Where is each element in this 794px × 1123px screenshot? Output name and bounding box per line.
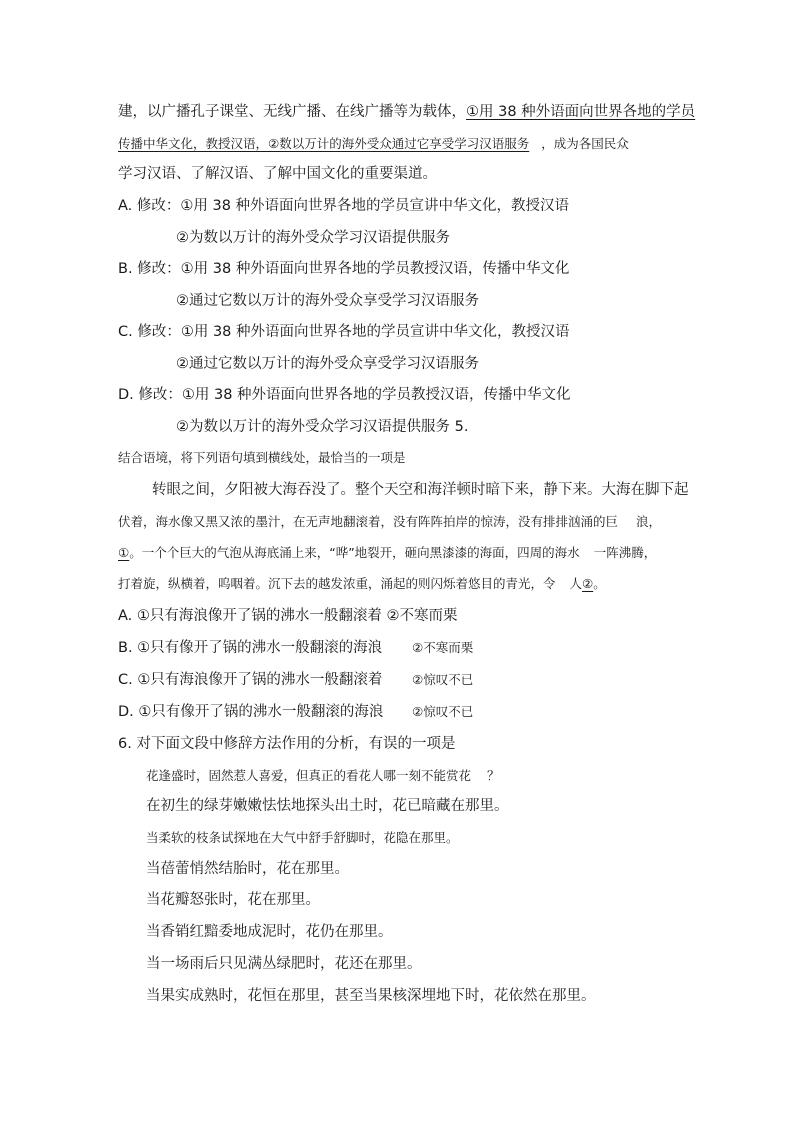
question-6-stem: 6. 对下面文段中修辞方法作用的分析，有误的一项是 — [118, 736, 456, 752]
passage-line-2 — [118, 134, 629, 154]
q6-passage-line-5: 当花瓣怒张时，花在那里。 — [146, 892, 320, 908]
option-text: B. ①只有像开了锅的沸水一般翻滚的海浪 — [118, 640, 383, 656]
option-c-line-1: C. 修改：①用 38 种外语面向世界各地的学员宣讲中华文化，教授汉语 — [118, 324, 570, 340]
q6-passage-line-3: 当柔软的枝条试探地在大气中舒手舒脚时，花隐在那里。 — [146, 830, 459, 845]
option-a-line-1: A. 修改：①用 38 种外语面向世界各地的学员宣讲中华文化，教授汉语 — [118, 198, 570, 214]
underlined-sentence: 传播中华文化，教授汉语，②数以万计的海外受众通过它享受学习汉语服务 — [118, 136, 530, 151]
q6-passage-line-6: 当香销红黯委地成泥时，花仍在那里。 — [146, 924, 393, 940]
option-text: ②惊叹不已 — [412, 704, 474, 719]
q5-option-a — [118, 606, 458, 626]
passage-text: 打着旋，纵横着，呜咽着。沉下去的越发浓重，涌起的则闪烁着悠目的青光，令 — [118, 576, 556, 591]
passage-text: 建，以广播孔子课堂、无线广播、在线广播等为载体， — [118, 104, 466, 120]
option-text: A. ①只有海浪像开了锅的沸水一般翻滚着 ②不寒而栗 — [118, 608, 458, 624]
blank-1: ① — [118, 545, 130, 560]
passage-text: 一阵沸腾， — [593, 545, 657, 560]
passage-text: 人 — [569, 576, 583, 591]
blank-2: ② — [582, 576, 594, 591]
q6-passage-line-1 — [146, 766, 500, 786]
q6-passage-line-4: 当蓓蕾悄然结胎时，花在那里。 — [146, 861, 349, 877]
option-b-line-1: B. 修改：①用 38 种外语面向世界各地的学员教授汉语，传播中华文化 — [118, 261, 570, 277]
passage-line-1 — [118, 102, 695, 122]
option-d-line-2: ②为数以万计的海外受众学习汉语提供服务 5. — [176, 419, 469, 435]
passage-text: 花逢盛时，固然惹人喜爱，但真正的看花人哪一刻不能赏花 — [146, 768, 472, 783]
option-text: D. ①只有像开了锅的沸水一般翻滚的海浪 — [118, 704, 384, 720]
q5-passage-line-2 — [118, 512, 661, 532]
question-5-stem: 结合语境，将下列语句填到横线处，最恰当的一项是 — [118, 450, 406, 465]
option-c-line-2: ②通过它数以万计的海外受众享受学习汉语服务 — [176, 356, 479, 372]
q5-passage-line-4 — [118, 574, 606, 594]
option-b-line-2: ②通过它数以万计的海外受众享受学习汉语服务 — [176, 293, 479, 309]
q5-passage-line-3 — [118, 543, 656, 563]
option-d-line-1: D. 修改：①用 38 种外语面向世界各地的学员教授汉语，传播中华文化 — [118, 387, 571, 403]
q6-passage-line-7: 当一场雨后只见满丛绿肥时，花还在那里。 — [146, 956, 422, 972]
passage-text: 。 — [593, 576, 606, 591]
passage-line-3: 学习汉语、了解汉语、了解中国文化的重要渠道。 — [118, 166, 437, 182]
passage-text: 。一个个巨大的气泡从海底涌上来，“哗”地裂开，砸向黑漆漆的海面，四周的海水 — [129, 545, 580, 560]
question-mark: ？ — [487, 768, 500, 783]
q5-option-d — [118, 702, 474, 722]
option-a-line-2: ②为数以万计的海外受众学习汉语提供服务 — [176, 230, 450, 246]
q6-passage-line-2: 在初生的绿芽嫩嫩怯怯地探头出土时，花已暗藏在那里。 — [146, 798, 509, 814]
q5-passage-line-1: 转眼之间，夕阳被大海吞没了。整个天空和海洋顿时暗下来，静下来。大海在脚下起 — [152, 482, 689, 498]
option-text: ②不寒而栗 — [412, 640, 474, 655]
q5-option-b — [118, 638, 474, 658]
passage-text: ，成为各国民众 — [541, 136, 629, 151]
passage-text: 浪， — [636, 514, 662, 529]
q6-passage-line-8: 当果实成熟时，花恒在那里，甚至当果核深埋地下时，花依然在那里。 — [146, 988, 596, 1004]
passage-text: 伏着，海水像又黑又浓的墨汁，在无声地翻滚着，没有阵阵拍岸的惊涛，没有排排汹涌的巨 — [118, 514, 619, 529]
q5-option-c — [118, 670, 474, 690]
option-text: ②惊叹不已 — [412, 672, 474, 687]
option-text: C. ①只有海浪像开了锅的沸水一般翻滚着 — [118, 672, 383, 688]
underlined-sentence: ①用 38 种外语面向世界各地的学员 — [466, 104, 696, 120]
